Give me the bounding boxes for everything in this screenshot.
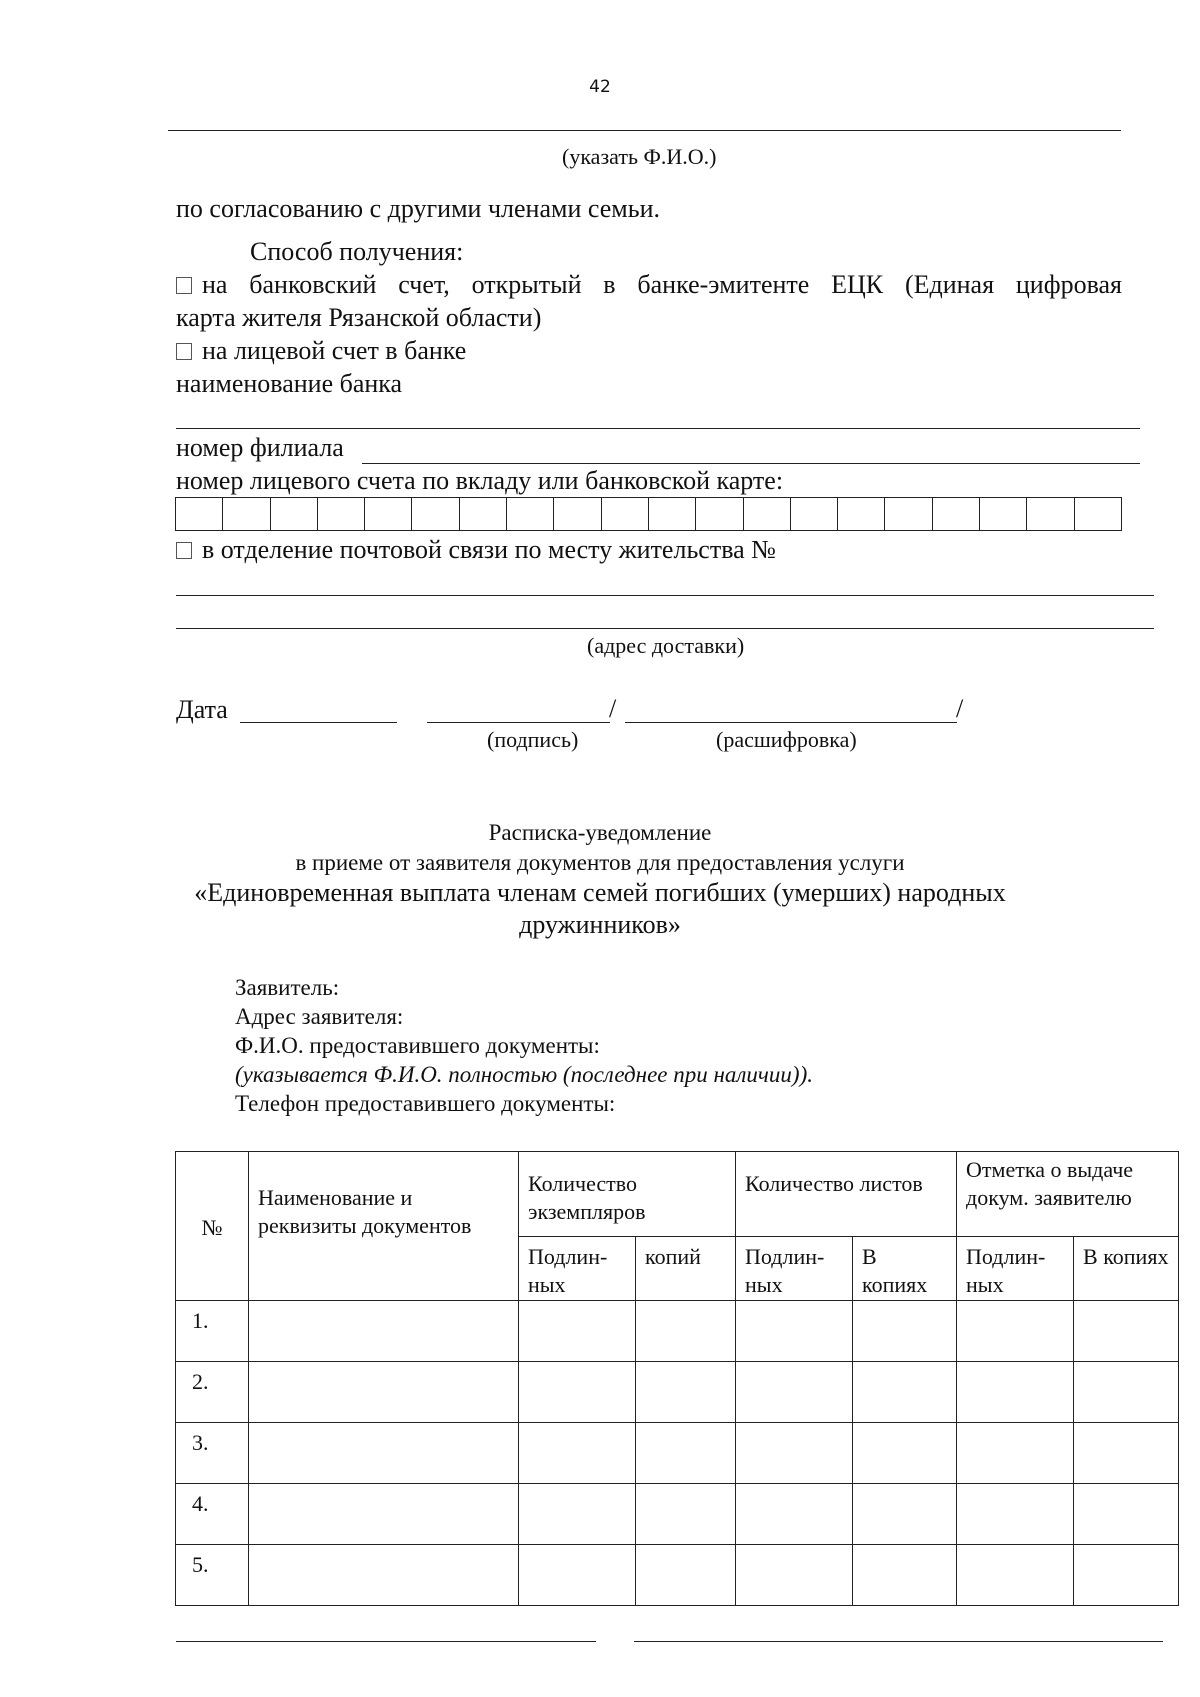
- account-digit-box[interactable]: [554, 498, 601, 530]
- option-post-label: в отделение почтовой связи по месту жительства №: [202, 535, 776, 564]
- cell-issued-copies[interactable]: [1074, 1484, 1179, 1545]
- header-document-name: Наименование и реквизиты документов: [249, 1152, 519, 1301]
- cell-copies[interactable]: [636, 1545, 736, 1606]
- bank-name-label: наименование банка: [176, 369, 403, 398]
- cell-issued-copies[interactable]: [1074, 1545, 1179, 1606]
- header-number: №: [176, 1152, 249, 1301]
- cell-sheets-originals[interactable]: [736, 1484, 853, 1545]
- documents-table: [175, 1151, 1179, 1606]
- delivery-hint: (адрес доставки): [587, 633, 745, 658]
- cell-copies[interactable]: [636, 1301, 736, 1362]
- bottom-signature-line-left[interactable]: [176, 1641, 596, 1642]
- cell-copies[interactable]: [636, 1362, 736, 1423]
- receipt-service-name-end: дружинников»: [519, 910, 681, 939]
- header-copies-count: Количество экземпляров: [519, 1152, 736, 1237]
- date-label: Дата: [176, 695, 228, 724]
- account-digit-box[interactable]: [649, 498, 696, 530]
- date-line[interactable]: [240, 722, 397, 723]
- row-number: 2.: [176, 1362, 249, 1423]
- post-line-1[interactable]: [176, 595, 1154, 596]
- fio-hint: (указать Ф.И.О.): [562, 144, 717, 169]
- table-row: [176, 1362, 1179, 1423]
- cell-issued-originals[interactable]: [957, 1423, 1074, 1484]
- subheader-copies: копий: [636, 1237, 736, 1301]
- cell-originals[interactable]: [519, 1362, 636, 1423]
- cell-document-name[interactable]: [249, 1362, 519, 1423]
- subheader-in-copies-sheets: В копиях: [853, 1237, 957, 1301]
- cell-issued-copies[interactable]: [1074, 1301, 1179, 1362]
- account-digit-box[interactable]: [271, 498, 318, 530]
- applicant-address-label: Адрес заявителя:: [235, 1004, 404, 1029]
- table-row: [176, 1301, 1179, 1362]
- account-digit-box[interactable]: [507, 498, 554, 530]
- subheader-originals-issued: Подлин- ных: [957, 1237, 1074, 1301]
- account-digit-box[interactable]: [460, 498, 507, 530]
- bank-name-line[interactable]: [176, 428, 1140, 429]
- signature-line[interactable]: [427, 722, 610, 723]
- decode-slash: /: [956, 694, 964, 723]
- account-digit-box[interactable]: [318, 498, 365, 530]
- receipt-title: Расписка-уведомление: [488, 820, 712, 845]
- cell-originals[interactable]: [519, 1423, 636, 1484]
- cell-issued-originals[interactable]: [957, 1484, 1074, 1545]
- account-digit-box[interactable]: [933, 498, 980, 530]
- post-checkbox[interactable]: [176, 542, 192, 559]
- cell-sheets-copies[interactable]: [853, 1301, 957, 1362]
- branch-label: номер филиала: [176, 433, 344, 462]
- subheader-in-copies-issued: В копиях: [1074, 1237, 1179, 1301]
- option-personal-account-label: на лицевой счет в банке: [202, 336, 467, 365]
- receipt-method-heading: Способ получения:: [250, 237, 464, 266]
- signature-slash: /: [609, 694, 617, 723]
- row-number: 4.: [176, 1484, 249, 1545]
- submitter-fio-label: Ф.И.О. предоставившего документы:: [235, 1033, 600, 1058]
- row-number: 5.: [176, 1545, 249, 1606]
- subheader-originals: Подлин- ных: [519, 1237, 636, 1301]
- bottom-signature-line-right[interactable]: [634, 1641, 1163, 1642]
- account-digit-box[interactable]: [980, 498, 1027, 530]
- cell-sheets-copies[interactable]: [853, 1423, 957, 1484]
- option-bank-card-continuation: карта жителя Рязанской области): [176, 303, 542, 332]
- account-digit-box[interactable]: [412, 498, 459, 530]
- account-label: номер лицевого счета по вкладу или банковской карте:: [176, 466, 784, 495]
- cell-document-name[interactable]: [249, 1423, 519, 1484]
- subheader-originals-sheets: Подлин- ных: [736, 1237, 853, 1301]
- account-digit-box[interactable]: [744, 498, 791, 530]
- decode-line[interactable]: [625, 722, 957, 723]
- cell-document-name[interactable]: [249, 1301, 519, 1362]
- decode-hint: (расшифровка): [716, 727, 857, 752]
- option-bank-card: [176, 270, 1122, 300]
- account-digit-box[interactable]: [602, 498, 649, 530]
- cell-sheets-originals[interactable]: [736, 1362, 853, 1423]
- account-digit-box[interactable]: [885, 498, 932, 530]
- table-row: [176, 1545, 1179, 1606]
- account-digit-box[interactable]: [1075, 498, 1121, 530]
- table-row: [176, 1484, 1179, 1545]
- account-digit-box[interactable]: [791, 498, 838, 530]
- cell-issued-originals[interactable]: [957, 1545, 1074, 1606]
- header-issue-mark: Отметка о выдаче докум. заявителю: [957, 1152, 1179, 1237]
- option-personal-account: [176, 336, 466, 366]
- cell-copies[interactable]: [636, 1423, 736, 1484]
- cell-originals[interactable]: [519, 1301, 636, 1362]
- fio-underline: [168, 130, 1121, 131]
- receipt-line-2: в приеме от заявителя документов для предоставления услуги: [295, 850, 905, 875]
- agreement-text: по согласованию с другими членами семьи.: [176, 194, 660, 223]
- signature-hint: (подпись): [487, 727, 579, 752]
- table-row: [176, 1423, 1179, 1484]
- cell-originals[interactable]: [519, 1545, 636, 1606]
- cell-sheets-originals[interactable]: [736, 1423, 853, 1484]
- cell-sheets-copies[interactable]: [853, 1362, 957, 1423]
- cell-issued-copies[interactable]: [1074, 1362, 1179, 1423]
- row-number: 1.: [176, 1301, 249, 1362]
- account-digit-box[interactable]: [838, 498, 885, 530]
- cell-document-name[interactable]: [249, 1484, 519, 1545]
- receipt-service-name: «Единовременная выплата членам семей погибших (умерших) народных: [194, 878, 1006, 907]
- cell-sheets-copies[interactable]: [853, 1545, 957, 1606]
- personal-account-checkbox[interactable]: [176, 343, 192, 360]
- cell-document-name[interactable]: [249, 1545, 519, 1606]
- cell-sheets-copies[interactable]: [853, 1484, 957, 1545]
- cell-copies[interactable]: [636, 1484, 736, 1545]
- option-bank-card-label: на банковский счет, открытый в банке-эмитенте ЕЦК (Единая цифровая: [202, 270, 1122, 299]
- account-digit-box[interactable]: [365, 498, 412, 530]
- branch-line[interactable]: [362, 463, 1140, 464]
- submitter-phone-label: Телефон предоставившего документы:: [235, 1091, 616, 1116]
- page-number: 42: [589, 77, 611, 97]
- post-line-2[interactable]: [176, 628, 1154, 629]
- cell-sheets-originals[interactable]: [736, 1545, 853, 1606]
- row-number: 3.: [176, 1423, 249, 1484]
- account-digit-box[interactable]: [176, 498, 223, 530]
- cell-issued-copies[interactable]: [1074, 1423, 1179, 1484]
- cell-issued-originals[interactable]: [957, 1301, 1074, 1362]
- cell-sheets-originals[interactable]: [736, 1301, 853, 1362]
- account-digit-box[interactable]: [1027, 498, 1074, 530]
- option-post: [176, 535, 776, 565]
- header-sheets-count: Количество листов: [736, 1152, 957, 1237]
- cell-originals[interactable]: [519, 1484, 636, 1545]
- table-header-row: [176, 1152, 1179, 1237]
- applicant-label: Заявитель:: [235, 975, 340, 1000]
- bank-card-checkbox[interactable]: [176, 277, 192, 294]
- cell-issued-originals[interactable]: [957, 1362, 1074, 1423]
- submitter-fio-note: (указывается Ф.И.О. полностью (последнее при наличии)).: [235, 1062, 813, 1087]
- account-number-boxes[interactable]: [175, 497, 1122, 531]
- account-digit-box[interactable]: [696, 498, 743, 530]
- account-digit-box[interactable]: [223, 498, 270, 530]
